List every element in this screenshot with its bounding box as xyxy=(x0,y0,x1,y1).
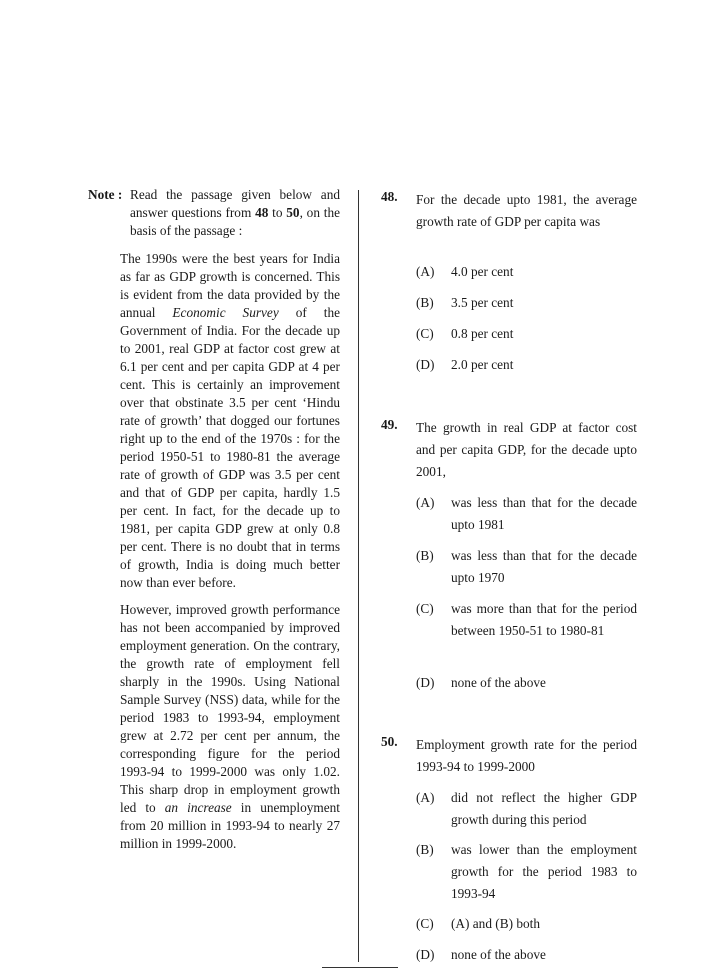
option-label: (B) xyxy=(416,842,434,857)
passage-p2-a: However, improved growth performance has not been accompanied by improved employment generation. On the contrary, the growth rate of employment fell sharply in the 1990s. Using National Sample Survey (NSS) data, while for the period 1983 to 1993-94, employment grew at 2.72 per cent per annum, the corresponding figure for the period 1993-94 to 1999-2000 was only 1.02. This sharp drop in employment growth led to xyxy=(120,602,340,815)
option-text: 4.0 per cent xyxy=(451,264,514,279)
option-text: was more than that for the period between 1950-51 to 1980-81 xyxy=(451,601,637,638)
option-text: was less than that for the decade upto 1970 xyxy=(451,548,637,585)
option-label: (D) xyxy=(416,675,435,690)
column-divider xyxy=(358,190,359,962)
option-label: (D) xyxy=(416,357,435,372)
footer-rule xyxy=(322,967,398,968)
option-label: (A) xyxy=(416,264,435,279)
question-48 xyxy=(381,189,637,372)
option-c[interactable] xyxy=(416,598,637,642)
option-b[interactable] xyxy=(416,839,637,905)
note-from-number: 48 xyxy=(255,205,269,220)
option-text: (A) and (B) both xyxy=(451,916,540,931)
question-50 xyxy=(381,734,637,962)
option-a[interactable] xyxy=(416,787,637,831)
note-text xyxy=(88,186,340,240)
question-stem: For the decade upto 1981, the average growth rate of GDP per capita was xyxy=(416,192,637,229)
passage-column xyxy=(88,186,340,862)
option-label: (C) xyxy=(416,916,434,931)
note xyxy=(88,186,340,240)
passage-paragraph-1 xyxy=(120,250,340,592)
passage-p2-italic: an increase xyxy=(164,800,232,815)
passage-paragraph-2 xyxy=(120,601,340,853)
option-label: (C) xyxy=(416,601,434,616)
option-text: was lower than the employment growth for the period 1983 to 1993-94 xyxy=(451,842,637,901)
note-text-b: , on the basis of the passage : xyxy=(130,205,340,238)
note-to-word: to xyxy=(272,205,283,220)
question-number: 49. xyxy=(381,417,398,432)
option-d[interactable] xyxy=(416,944,637,966)
option-label: (A) xyxy=(416,790,435,805)
question-number: 48. xyxy=(381,189,398,204)
note-to-number: 50 xyxy=(286,205,300,220)
note-label: Note : xyxy=(88,187,123,202)
option-text: 2.0 per cent xyxy=(451,357,514,372)
option-d[interactable] xyxy=(416,354,637,376)
passage-p2-b: in unemployment from 20 million in 1993-94 to nearly 27 million in 1999-2000. xyxy=(120,800,340,851)
note-text-a: Read the passage given below and answer questions from xyxy=(130,187,340,220)
question-number: 50. xyxy=(381,734,398,749)
option-label: (B) xyxy=(416,548,434,563)
option-a[interactable] xyxy=(416,492,637,536)
option-label: (B) xyxy=(416,295,434,310)
passage-p1-a: The 1990s were the best years for India as far as GDP growth is concerned. This is evident from the data provided by the annual xyxy=(120,251,340,320)
option-text: 0.8 per cent xyxy=(451,326,514,341)
option-text: none of the above xyxy=(451,947,546,962)
passage-p1-b: of the Government of India. For the decade up to 2001, real GDP at factor cost grew at 6.1 per cent and per capita GDP at 4 per cent. This is certainly an improvement over that obstinate 3.5 per cent ‘Hindu rate of growth’ that dogged our fortunes right up to the end of the 1970s : for the period 1950-51 to 1980-81 the average rate of growth of GDP was 3.5 per cent and that of GDP per capita, hardly 1.5 per cent. In fact, for the decade up to 1981, per capita GDP grew at only 0.8 per cent. There is no doubt that in terms of growth, India is doing much better now than ever before. xyxy=(120,305,340,590)
option-a[interactable] xyxy=(416,261,637,283)
passage xyxy=(120,250,340,853)
option-b[interactable] xyxy=(416,292,637,314)
option-c[interactable] xyxy=(416,323,637,345)
question-stem: The growth in real GDP at factor cost and per capita GDP, for the decade upto 2001, xyxy=(416,420,637,479)
option-text: none of the above xyxy=(451,675,546,690)
question-stem: Employment growth rate for the period 1993-94 to 1999-2000 xyxy=(416,737,637,774)
passage-p1-italic: Economic Survey xyxy=(172,305,279,320)
option-label: (D) xyxy=(416,947,435,962)
option-b[interactable] xyxy=(416,545,637,589)
option-text: was less than that for the decade upto 1981 xyxy=(451,495,637,532)
question-49 xyxy=(381,417,637,690)
option-text: did not reflect the higher GDP growth during this period xyxy=(451,790,637,827)
option-d[interactable] xyxy=(416,672,637,694)
option-label: (A) xyxy=(416,495,435,510)
option-label: (C) xyxy=(416,326,434,341)
option-text: 3.5 per cent xyxy=(451,295,514,310)
option-c[interactable] xyxy=(416,913,637,935)
